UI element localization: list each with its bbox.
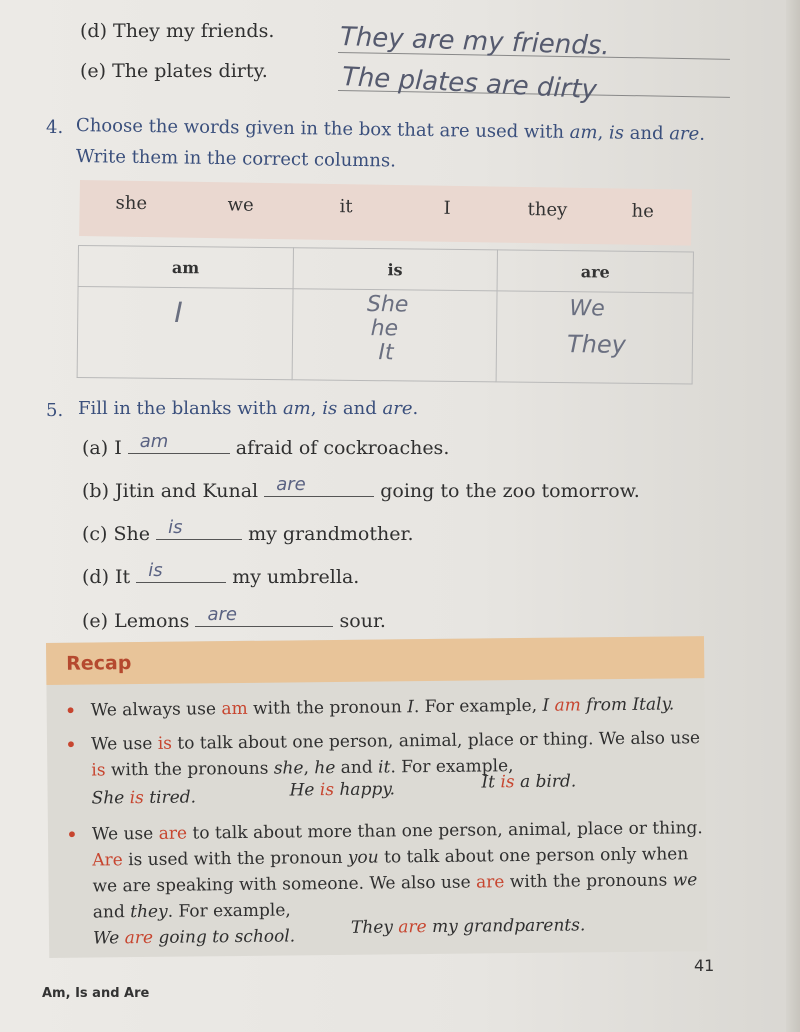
column-header-am: am — [78, 246, 293, 289]
fill-item-d: (d) It is my umbrella. — [82, 560, 360, 588]
recap-bullet-3-line1: We use are to talk about more than one person, animal, place or thing. — [91, 818, 703, 845]
recap-bullet-2-line2: is with the pronouns she, he and it. For example, — [91, 756, 514, 781]
recap-example-she: She is tired. — [91, 787, 197, 809]
fill-item-c: (c) She is my grandmother. — [82, 517, 414, 545]
blank-b[interactable]: are — [264, 496, 374, 497]
question-4-instruction-line1: Choose the words given in the box that are used with am, is and are. — [75, 115, 706, 145]
blank-d[interactable]: is — [136, 582, 226, 583]
handwritten-is-1: She — [366, 292, 409, 318]
recap-example-he: He is happy. — [289, 779, 396, 801]
recap-bullet-3-line3: we are speaking with someone. We also use are with the pronouns we — [92, 870, 698, 897]
columns-answer-row — [77, 287, 693, 384]
column-header-is: is — [293, 248, 498, 291]
recap-header — [46, 636, 704, 685]
word-they: they — [527, 199, 568, 221]
recap-example-it: It is a bird. — [481, 771, 577, 793]
page-edge — [786, 0, 800, 1032]
columns-table — [77, 245, 694, 384]
recap-bullet-2-line1: We use is to talk about one person, animal, place or thing. We also use — [90, 728, 701, 755]
handwritten-answer-e: The plates are dirty — [341, 62, 598, 106]
recap-bullet-3-line4: and they. For example, — [92, 900, 291, 923]
handwritten-is-3: It — [378, 340, 394, 366]
exercise-3-item-d: (d) They my friends. — [80, 20, 275, 42]
recap-title: Recap — [66, 652, 132, 675]
handwritten-are-2: They — [566, 330, 627, 359]
handwritten-answer-d: They are my friends. — [339, 22, 611, 62]
handwritten-am-1: I — [174, 296, 183, 330]
chapter-footer: Am, Is and Are — [42, 986, 150, 1001]
word-she: she — [115, 192, 148, 215]
handwritten-are-1: We — [569, 296, 605, 322]
fill-item-b: (b) Jitin and Kunal are going to the zoo tomorrow. — [82, 474, 640, 502]
recap-bullet-1: We always use am with the pronoun I. For example, I am from Italy. — [90, 694, 675, 721]
fill-item-a: (a) I am afraid of cockroaches. — [82, 431, 450, 459]
question-5-instruction: Fill in the blanks with am, is and are. — [78, 398, 419, 419]
recap-bullet-3-line2: Are is used with the pronoun you to talk about one person only when — [92, 844, 689, 871]
word-it: it — [339, 196, 353, 218]
column-cell-am[interactable] — [77, 287, 292, 380]
fill-item-e: (e) Lemons are sour. — [82, 604, 386, 632]
word-box — [79, 180, 692, 246]
page-number: 41 — [694, 956, 715, 975]
bullet-dot-3: • — [65, 822, 78, 847]
word-we: we — [227, 194, 254, 216]
column-cell-are[interactable] — [496, 291, 693, 384]
blank-c[interactable]: is — [156, 539, 242, 540]
handwritten-is-2: he — [370, 316, 399, 342]
recap-example-we: We are going to school. — [92, 926, 296, 949]
columns-header-row — [78, 246, 693, 293]
question-5-number: 5. — [46, 400, 64, 421]
bullet-dot-1: • — [64, 698, 77, 723]
recap-example-they: They are my grandparents. — [350, 915, 586, 938]
question-4-number: 4. — [46, 117, 64, 138]
exercise-3-item-e: (e) The plates dirty. — [80, 60, 268, 82]
blank-e[interactable]: are — [195, 626, 333, 627]
bullet-dot-2: • — [64, 732, 77, 757]
column-cell-is[interactable] — [292, 289, 497, 382]
question-4-instruction-line2: Write them in the correct columns. — [75, 146, 397, 172]
word-I: I — [443, 197, 451, 219]
word-he: he — [631, 200, 654, 223]
blank-a[interactable]: am — [128, 453, 230, 454]
column-header-are: are — [497, 250, 693, 293]
recap-box — [46, 636, 707, 958]
